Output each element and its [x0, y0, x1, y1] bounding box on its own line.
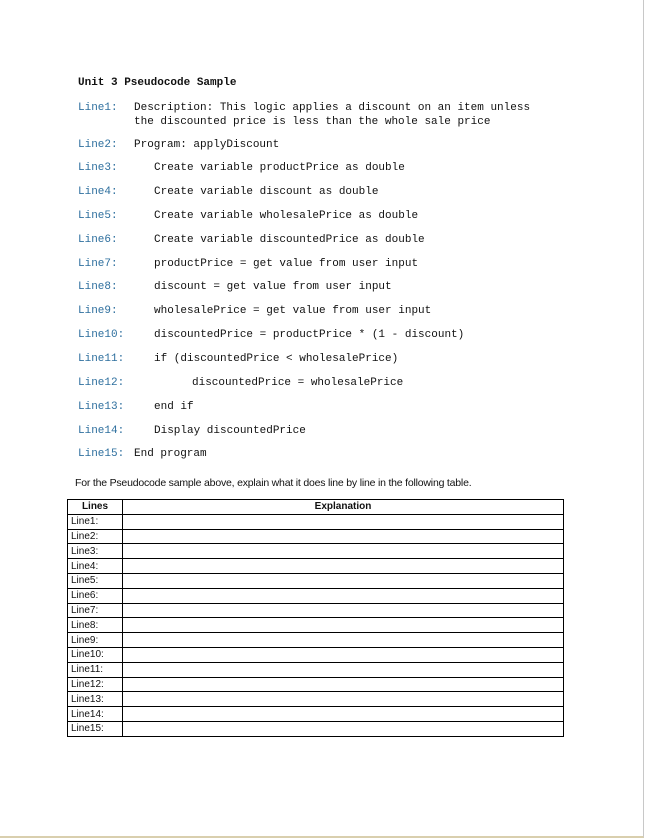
explanation-cell[interactable] — [123, 618, 564, 633]
code-line-text: Create variable wholesalePrice as double — [154, 210, 419, 222]
code-line-8 — [78, 280, 392, 294]
row-label: Line8: — [68, 618, 123, 633]
code-line-text: Create variable discount as double — [154, 186, 379, 198]
code-line-text: the discounted price is less than the whole sale price — [134, 116, 491, 128]
code-line-5 — [78, 209, 418, 223]
row-label: Line12: — [68, 677, 123, 692]
explanation-cell[interactable] — [123, 692, 564, 707]
document-title: Unit 3 Pseudocode Sample — [78, 77, 237, 89]
table-row — [68, 573, 564, 588]
table-row — [68, 514, 564, 529]
explanation-cell[interactable] — [123, 677, 564, 692]
table-row — [68, 633, 564, 648]
code-line-4 — [78, 185, 378, 199]
code-line-15 — [78, 447, 207, 461]
code-line-3 — [78, 161, 405, 175]
code-line-label: Line4: — [78, 186, 118, 198]
row-label: Line7: — [68, 603, 123, 618]
row-label: Line10: — [68, 647, 123, 662]
code-line-text: Program: applyDiscount — [134, 139, 280, 151]
code-line-text: productPrice = get value from user input — [154, 258, 419, 270]
table-row — [68, 588, 564, 603]
table-row — [68, 707, 564, 722]
table-row — [68, 677, 564, 692]
row-label: Line14: — [68, 707, 123, 722]
instruction-text: For the Pseudocode sample above, explain what it does line by line in the following table. — [75, 477, 472, 489]
code-line-12 — [78, 376, 403, 390]
code-line-label: Line13: — [78, 401, 125, 413]
code-line-label: Line11: — [78, 353, 125, 365]
code-line-text: wholesalePrice = get value from user input — [154, 305, 432, 317]
code-line-label: Line14: — [78, 425, 125, 437]
code-line-label: Line10: — [78, 329, 125, 341]
code-line-label: Line9: — [78, 305, 118, 317]
code-line-label: Line5: — [78, 210, 118, 222]
row-label: Line11: — [68, 662, 123, 677]
row-label: Line9: — [68, 633, 123, 648]
row-label: Line6: — [68, 588, 123, 603]
code-line-7 — [78, 257, 418, 271]
code-line-text: Create variable discountedPrice as double — [154, 234, 425, 246]
header-explanation: Explanation — [123, 500, 564, 515]
code-line-label: Line8: — [78, 281, 118, 293]
code-line-14 — [78, 424, 306, 438]
code-line-6 — [78, 233, 425, 247]
code-line-label: Line15: — [78, 448, 125, 460]
explanation-cell[interactable] — [123, 514, 564, 529]
explanation-cell[interactable] — [123, 529, 564, 544]
code-line-text: Create variable productPrice as double — [154, 162, 405, 174]
code-line-9 — [78, 304, 431, 318]
explanation-cell[interactable] — [123, 573, 564, 588]
code-line-label: Line12: — [78, 377, 125, 389]
table-row — [68, 692, 564, 707]
explanation-cell[interactable] — [123, 721, 564, 736]
code-line-label: Line2: — [78, 139, 118, 151]
row-label: Line3: — [68, 544, 123, 559]
explanation-cell[interactable] — [123, 633, 564, 648]
code-line-1 — [78, 101, 530, 115]
table-row — [68, 559, 564, 574]
code-line-text: discountedPrice = productPrice * (1 - discount) — [154, 329, 465, 341]
explanation-cell[interactable] — [123, 544, 564, 559]
code-line-label: Line3: — [78, 162, 118, 174]
code-line-text: discount = get value from user input — [154, 281, 392, 293]
explanation-cell[interactable] — [123, 662, 564, 677]
explanation-cell[interactable] — [123, 603, 564, 618]
code-line-text: end if — [154, 401, 194, 413]
table-row — [68, 618, 564, 633]
explanation-cell[interactable] — [123, 707, 564, 722]
explanation-table — [67, 499, 564, 737]
header-lines: Lines — [68, 500, 123, 515]
code-line-text: Description: This logic applies a discount on an item unless — [134, 102, 531, 114]
code-line-text: if (discountedPrice < wholesalePrice) — [154, 353, 399, 365]
explanation-cell[interactable] — [123, 559, 564, 574]
explanation-cell[interactable] — [123, 588, 564, 603]
row-label: Line4: — [68, 559, 123, 574]
table-header-row — [68, 500, 564, 515]
row-label: Line5: — [68, 573, 123, 588]
table-row — [68, 603, 564, 618]
code-line-label: Line1: — [78, 102, 118, 114]
row-label: Line1: — [68, 514, 123, 529]
code-line-13 — [78, 400, 194, 414]
table-row — [68, 647, 564, 662]
code-line-label: Line7: — [78, 258, 118, 270]
code-line-10 — [78, 328, 464, 342]
code-line-text: discountedPrice = wholesalePrice — [192, 377, 404, 389]
explanation-cell[interactable] — [123, 647, 564, 662]
table-row — [68, 721, 564, 736]
code-line-2 — [78, 138, 279, 152]
code-line-11 — [78, 352, 398, 366]
row-label: Line15: — [68, 721, 123, 736]
table-row — [68, 529, 564, 544]
row-label: Line2: — [68, 529, 123, 544]
row-label: Line13: — [68, 692, 123, 707]
code-line-text: End program — [134, 448, 207, 460]
code-line-1-continued — [134, 115, 490, 129]
table-row — [68, 662, 564, 677]
code-line-text: Display discountedPrice — [154, 425, 306, 437]
table-row — [68, 544, 564, 559]
code-line-label: Line6: — [78, 234, 118, 246]
